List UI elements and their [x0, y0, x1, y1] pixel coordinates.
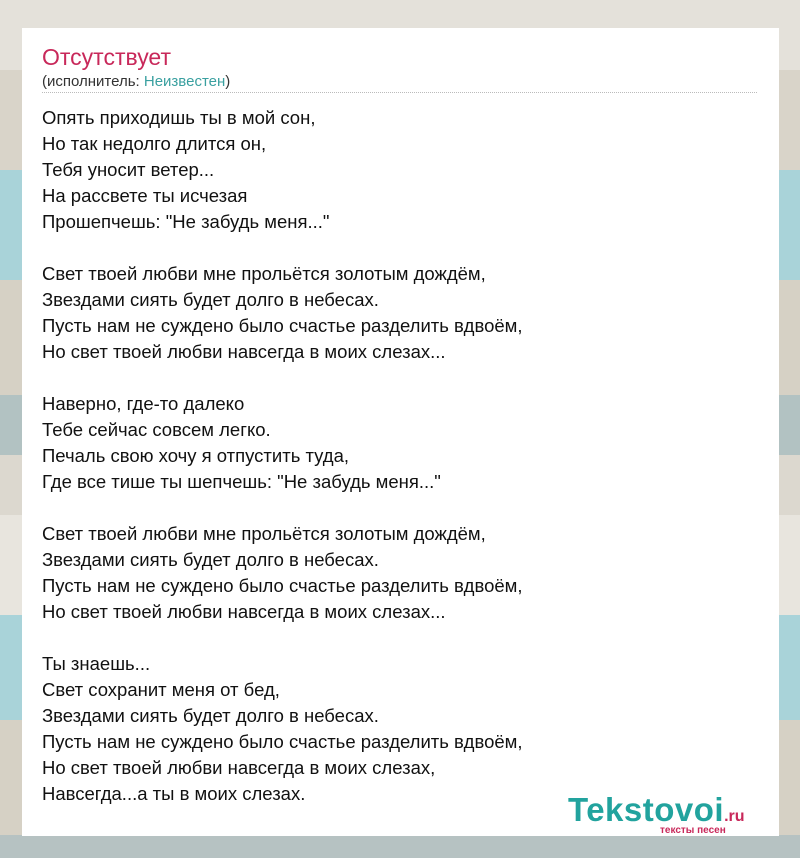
artist-suffix: ): [225, 73, 231, 90]
stripe: [0, 835, 800, 858]
lyric-line: Но так недолго длится он,: [42, 133, 267, 154]
lyric-line: Звездами сиять будет долго в небесах.: [42, 549, 379, 570]
lyric-line: На рассвете ты исчезая: [42, 185, 248, 206]
lyric-line: Но свет твоей любви навсегда в моих слезах,: [42, 757, 436, 778]
lyric-line: Свет сохранит меня от бед,: [42, 679, 280, 700]
lyric-line: Тебя уносит ветер...: [42, 159, 215, 180]
brand-wordmark: Tekstovoi: [568, 791, 725, 828]
stanza: [42, 651, 757, 807]
title-divider: [42, 92, 757, 93]
site-logo[interactable]: [568, 790, 773, 836]
song-title: Отсутствует: [42, 44, 171, 70]
brand-tld: .ru: [724, 808, 745, 825]
lyric-line: Ты знаешь...: [42, 653, 151, 674]
stanza: [42, 105, 757, 235]
lyric-line: Где все тише ты шепчешь: "Не забудь меня...": [42, 471, 441, 492]
lyric-line: Пусть нам не суждено было счастье разделить вдвоём,: [42, 575, 523, 596]
brand-tagline: тексты песен: [660, 825, 726, 836]
artist-link[interactable]: Неизвестен: [143, 73, 226, 90]
artist-prefix: (исполнитель:: [42, 73, 144, 90]
lyrics-text: [42, 105, 757, 807]
stanza: [42, 391, 757, 495]
lyric-line: Пусть нам не суждено было счастье разделить вдвоём,: [42, 731, 523, 752]
lyric-line: Печаль свою хочу я отпустить туда,: [42, 445, 350, 466]
lyric-line: Звездами сиять будет долго в небесах.: [42, 705, 379, 726]
lyric-line: Прошепчешь: "Не забудь меня...": [42, 211, 330, 232]
stanza: [42, 261, 757, 365]
lyric-line: Наверно, где-то далеко: [42, 393, 245, 414]
lyric-line: Звездами сиять будет долго в небесах.: [42, 289, 379, 310]
lyric-line: Но свет твоей любви навсегда в моих слезах...: [42, 341, 446, 362]
lyric-line: Навсегда...а ты в моих слезах.: [42, 783, 306, 804]
artist-line: [42, 73, 230, 91]
lyric-line: Тебе сейчас совсем легко.: [42, 419, 271, 440]
stanza: [42, 521, 757, 625]
lyric-line: Свет твоей любви мне прольётся золотым дождём,: [42, 263, 486, 284]
lyrics-card: [22, 28, 779, 836]
lyric-line: Опять приходишь ты в мой сон,: [42, 107, 316, 128]
lyric-line: Пусть нам не суждено было счастье разделить вдвоём,: [42, 315, 523, 336]
lyric-line: Но свет твоей любви навсегда в моих слезах...: [42, 601, 446, 622]
lyric-line: Свет твоей любви мне прольётся золотым дождём,: [42, 523, 486, 544]
